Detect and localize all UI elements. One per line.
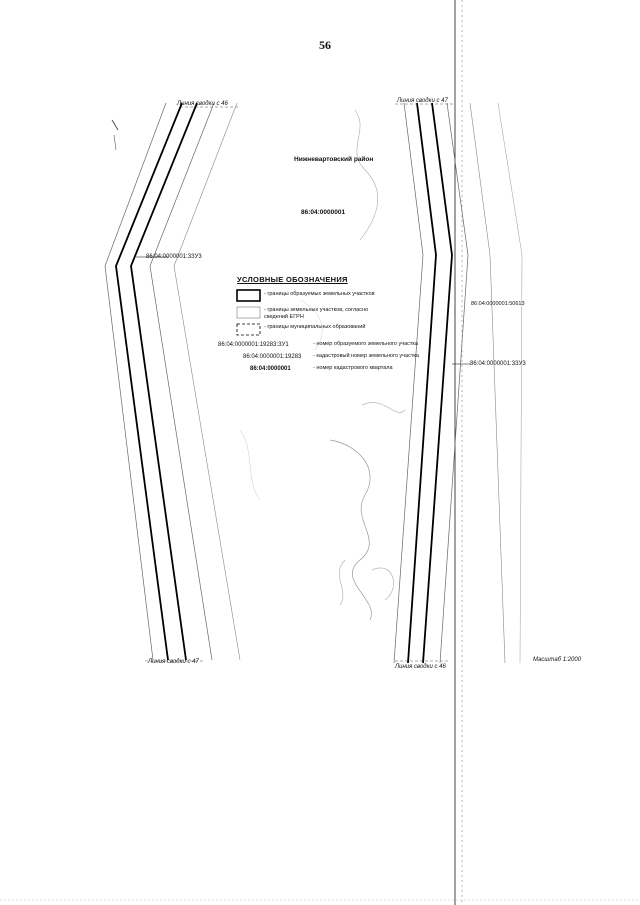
page-number: 56	[319, 38, 331, 52]
legend-title: УСЛОВНЫЕ ОБОЗНАЧЕНИЯ	[237, 275, 348, 284]
sheet-join-label: Линия сводки с 47	[397, 98, 448, 104]
cadastral-number-right: 86:04:0000001:50613	[471, 301, 525, 307]
parcel-boundary	[408, 103, 436, 663]
legend-item-desc: - границы образуемых земельных участков	[264, 291, 375, 297]
legend-item-desc: - границы земельных участков, согласно сведений ЕГРН	[264, 307, 369, 321]
contour-line	[330, 440, 371, 620]
egrn-boundary	[470, 103, 505, 663]
contour-line	[372, 568, 394, 600]
egrn-boundary	[498, 103, 522, 663]
legend-code-desc: - номер кадастрового квартала	[313, 365, 393, 371]
legend-code-desc: - номер образуемого земельного участка	[313, 341, 419, 347]
legend-code: 86:04:0000001:19283:ЗУ1	[218, 342, 289, 348]
contour-line	[355, 110, 378, 240]
contour-line	[240, 430, 260, 500]
sheet-join-label: Линия сводки с 47	[148, 659, 199, 665]
parcel-label-left: 86:04:0000001:3ЗУ3	[146, 254, 202, 260]
legend-swatch-thick	[237, 290, 260, 301]
quarter-label: 86:04:0000001	[301, 209, 346, 216]
scale-label: Масштаб 1:2000	[533, 657, 582, 663]
sheet-join-label: Линия сводки с 46	[395, 664, 446, 670]
egrn-boundary	[394, 103, 423, 663]
sheet-join-label: Линия сводки с 46	[177, 101, 228, 107]
legend-code: 86:04:0000001:19283	[243, 354, 302, 360]
contour-line	[362, 403, 405, 413]
contour-line	[339, 560, 345, 605]
parcel-boundary	[131, 103, 197, 660]
parcel-boundary	[116, 103, 182, 660]
egrn-boundary	[174, 103, 240, 660]
district-label: Нижневартовский район	[294, 156, 374, 163]
legend-swatch-dashed	[237, 324, 260, 335]
legend-swatch-thin	[237, 307, 260, 318]
map-feature-line	[112, 120, 118, 130]
parcel-label-right: 86:04:0000001:3ЗУ3	[470, 361, 526, 367]
egrn-boundary	[440, 103, 468, 663]
legend-code: 86:04:0000001	[250, 366, 291, 372]
legend-code-desc: - кадастровый номер земельного участка	[313, 353, 419, 359]
map-feature-line	[114, 135, 116, 150]
legend-item-desc: - границы муниципальных образований	[264, 324, 366, 330]
